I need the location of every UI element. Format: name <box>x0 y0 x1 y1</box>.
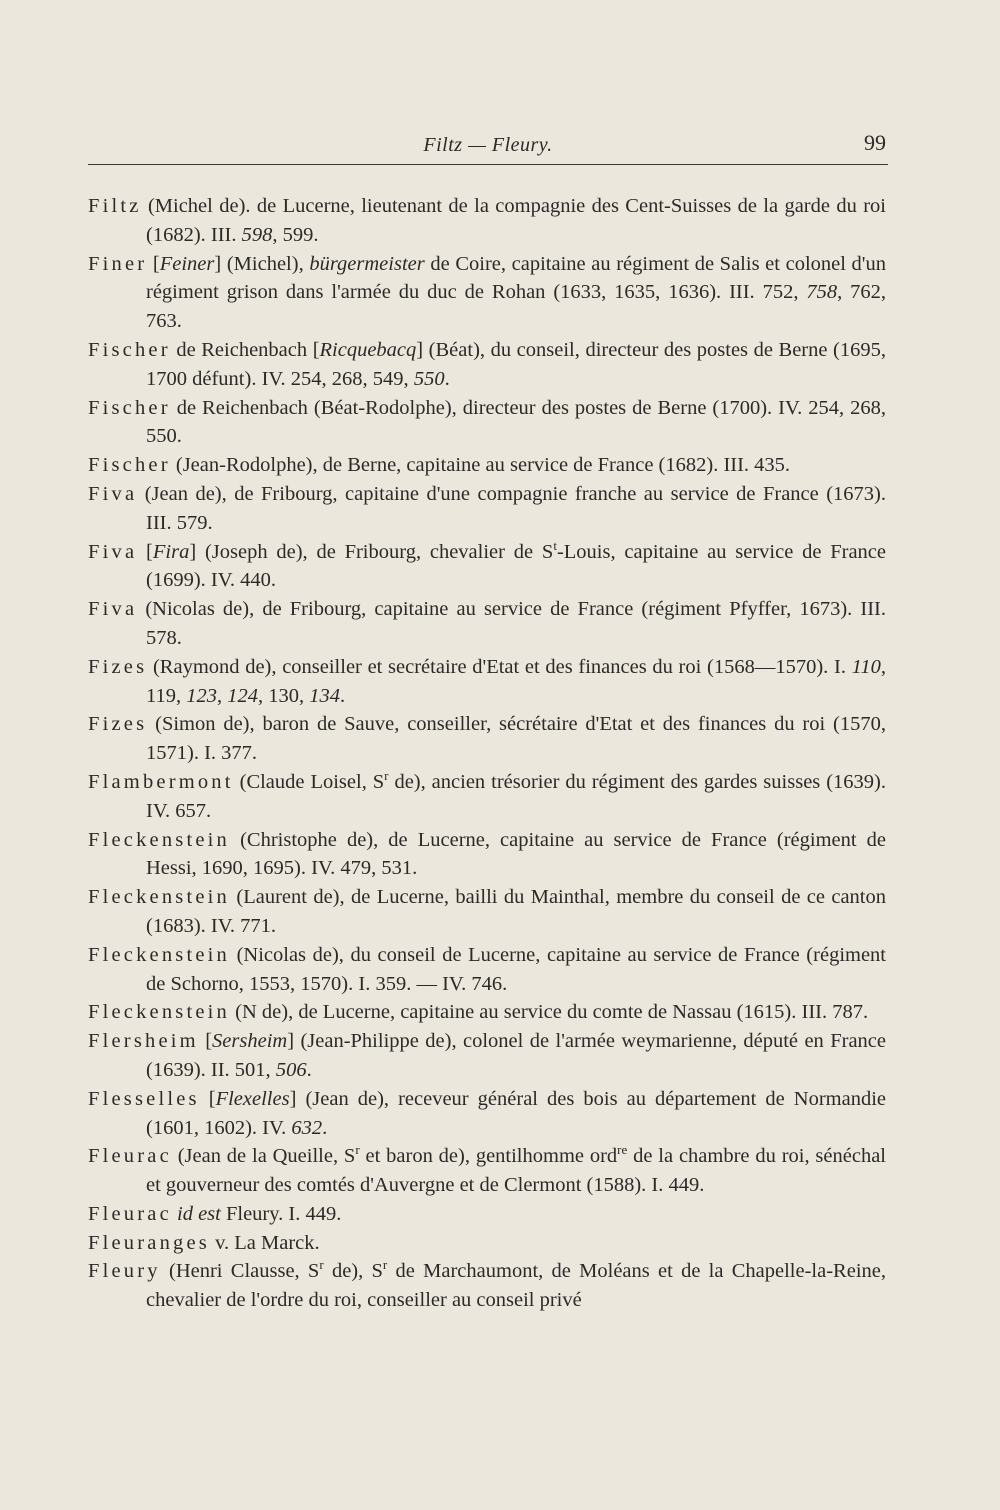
entry-name: Fleurac <box>88 1202 172 1225</box>
entry-name: Fiva <box>88 540 138 563</box>
entry-text: [ <box>137 540 153 563</box>
entry-name: Fleckenstein <box>88 886 231 909</box>
entry-text: (Nicolas de), de Fribourg, capitaine au service de France (régiment Pfyffer, 1673). III. 578. <box>137 598 886 649</box>
entry-name: Flersheim <box>88 1030 199 1053</box>
entry-name: Fleckenstein <box>88 828 231 851</box>
page-number: 99 <box>864 130 886 155</box>
index-entry <box>88 250 886 336</box>
entry-text: (Raymond de), conseiller et secrétaire d'Etat et des finances du roi (1568—1570). I. <box>147 655 852 678</box>
italic-text: Fira <box>152 540 190 563</box>
index-entry <box>88 710 886 768</box>
index-entries <box>88 192 886 1315</box>
index-entry <box>88 998 886 1027</box>
entry-name: Fleuranges <box>88 1231 210 1254</box>
italic-text: 506 <box>275 1058 307 1081</box>
index-entry <box>88 1142 886 1200</box>
superscript: r <box>384 768 389 784</box>
index-entry <box>88 1027 886 1085</box>
entry-name: Fleckenstein <box>88 943 231 966</box>
superscript: r <box>382 1257 388 1273</box>
entry-text: (Jean-Rodolphe), de Berne, capitaine au service de France (1682). III. 435. <box>170 454 791 477</box>
index-entry <box>88 1200 886 1229</box>
italic-text: Sersheim <box>212 1030 288 1053</box>
entry-text: -Louis, capitaine au service de France (1699). IV. 440. <box>146 540 887 592</box>
entry-text: (N de), de Lucerne, capitaine au service du comte de Nassau (1615). III. 787. <box>230 1001 869 1024</box>
entry-name: Fiva <box>88 482 138 505</box>
page-header <box>88 128 888 168</box>
entry-name: Fischer <box>88 338 171 361</box>
entry-name: Flambermont <box>88 770 234 793</box>
entry-name: Fizes <box>88 655 148 678</box>
entry-text: de Reichenbach [ <box>170 338 320 361</box>
entry-text: de), S <box>323 1260 383 1283</box>
italic-text: Ricquebacq <box>319 338 417 361</box>
entry-text: , 762, 763. <box>146 281 887 333</box>
italic-text: 124 <box>227 684 258 707</box>
entry-name: Fleurac <box>88 1145 172 1168</box>
entry-text: (Jean de), de Fribourg, capitaine d'une compagnie franche au service de France (1673). III. 579. <box>137 482 886 534</box>
entry-text: ] (Michel), <box>214 252 310 275</box>
entry-name: Fizes <box>88 713 148 736</box>
index-entry <box>88 883 886 941</box>
entry-text: . <box>340 684 346 707</box>
entry-text: , 599. <box>272 223 319 246</box>
entry-text: [ <box>147 252 160 275</box>
entry-text: . <box>322 1116 328 1139</box>
index-entry <box>88 336 886 394</box>
entry-text: , <box>217 684 228 707</box>
entry-text: v. La Marck. <box>209 1231 320 1254</box>
entry-name: Fiva <box>88 598 138 621</box>
index-entry <box>88 941 886 999</box>
italic-text: bürgermeister <box>309 252 425 275</box>
italic-text: id est <box>177 1202 221 1225</box>
index-entry <box>88 394 886 452</box>
index-entry <box>88 1229 886 1258</box>
entry-text: (Laurent de), de Lucerne, bailli du Mainthal, membre du conseil de ce canton (1683). IV. 771. <box>146 886 886 937</box>
index-entry <box>88 192 886 250</box>
entry-text: ] (Joseph de), de Fribourg, chevalier de S <box>189 540 554 563</box>
index-entry <box>88 826 886 884</box>
index-entry <box>88 480 886 538</box>
entry-text: ] (Jean de), receveur général des bois au département de Normandie (1601, 1602). IV. <box>146 1087 886 1139</box>
italic-text: 110 <box>851 655 881 678</box>
index-entry <box>88 653 886 711</box>
entry-text: (Christophe de), de Lucerne, capitaine au service de France (régiment de Hessi, 1690, 1695). IV. 479, 531. <box>146 828 886 880</box>
entry-text: de la chambre du roi, sénéchal et gouverneur des comtés d'Auvergne et de Clermont (1588). I. 449. <box>146 1145 886 1197</box>
index-entry <box>88 595 886 653</box>
superscript: r <box>319 1257 324 1273</box>
entry-text: (Claude Loisel, S <box>233 770 385 793</box>
italic-text: 134 <box>309 684 340 707</box>
entry-text: [ <box>199 1087 216 1110</box>
entry-name: Filtz <box>88 195 142 217</box>
italic-text: 598 <box>241 223 273 246</box>
entry-text: (Henri Clausse, S <box>160 1260 320 1283</box>
entry-name: Fischer <box>88 454 171 477</box>
italic-text: Feiner <box>159 252 215 275</box>
running-title: Filtz — Fleury. <box>423 134 553 156</box>
entry-text: (Michel de). de Lucerne, lieutenant de la compagnie des Cent-Suisses de la garde du roi (1682). III. <box>141 195 886 246</box>
index-entry <box>88 768 886 826</box>
italic-text: 758 <box>806 281 838 304</box>
entry-text: ] (Jean-Philippe de), colonel de l'armée weymarienne, député en France (1639). II. 501, <box>146 1030 886 1081</box>
entry-text: . <box>444 367 450 390</box>
entry-name: Fleury <box>88 1260 161 1283</box>
entry-text: ] (Béat), du conseil, directeur des postes de Berne (1695, 1700 défunt). IV. 254, 268, 549, <box>146 338 886 390</box>
entry-text: , 130, <box>258 684 310 707</box>
entry-text: [ <box>198 1030 213 1053</box>
index-entry <box>88 451 886 480</box>
entry-text: (Jean de la Queille, S <box>171 1145 356 1168</box>
italic-text: 123 <box>186 684 217 707</box>
entry-text: et baron de), gentilhomme ord <box>359 1145 618 1168</box>
entry-text: , 119, <box>146 655 886 707</box>
entry-name: Flesselles <box>88 1087 200 1110</box>
entry-text: . <box>306 1058 312 1081</box>
entry-text: de), ancien trésorier du régiment des gardes suisses (1639). IV. 657. <box>146 770 886 822</box>
index-entry <box>88 538 886 596</box>
entry-name: Fischer <box>88 396 171 419</box>
entry-text: de Marchaumont, de Moléans et de la Chapelle-la-Reine, chevalier de l'ordre du roi, conseiller au conseil privé <box>146 1260 886 1312</box>
superscript: re <box>617 1142 628 1158</box>
entry-text: de Reichenbach (Béat-Rodolphe), directeur des postes de Berne (1700). IV. 254, 268, 550. <box>146 396 886 448</box>
entry-text: (Nicolas de), du conseil de Lucerne, capitaine au service de France (régiment de Schorno, 1553, 1570). I. 359. — IV. 746. <box>146 943 886 995</box>
entry-name: Finer <box>88 252 148 275</box>
entry-text: (Simon de), baron de Sauve, conseiller, sécrétaire d'Etat et des finances du roi (1570, 1571). I. 377. <box>146 713 886 765</box>
entry-text: Fleury. I. 449. <box>220 1202 342 1225</box>
italic-text: Flexelles <box>215 1087 290 1110</box>
header-rule <box>88 164 888 165</box>
entry-name: Fleckenstein <box>88 1001 231 1024</box>
italic-text: 550 <box>413 367 445 390</box>
index-entry <box>88 1085 886 1143</box>
superscript: r <box>355 1142 360 1158</box>
index-entry <box>88 1257 886 1315</box>
superscript: t <box>553 537 557 553</box>
entry-text: de Coire, capitaine au régiment de Salis et colonel d'un régiment grison dans l'armée du duc de Rohan (1633, 1635, 1636). III. 752, <box>146 252 887 304</box>
italic-text: 632 <box>291 1116 323 1139</box>
